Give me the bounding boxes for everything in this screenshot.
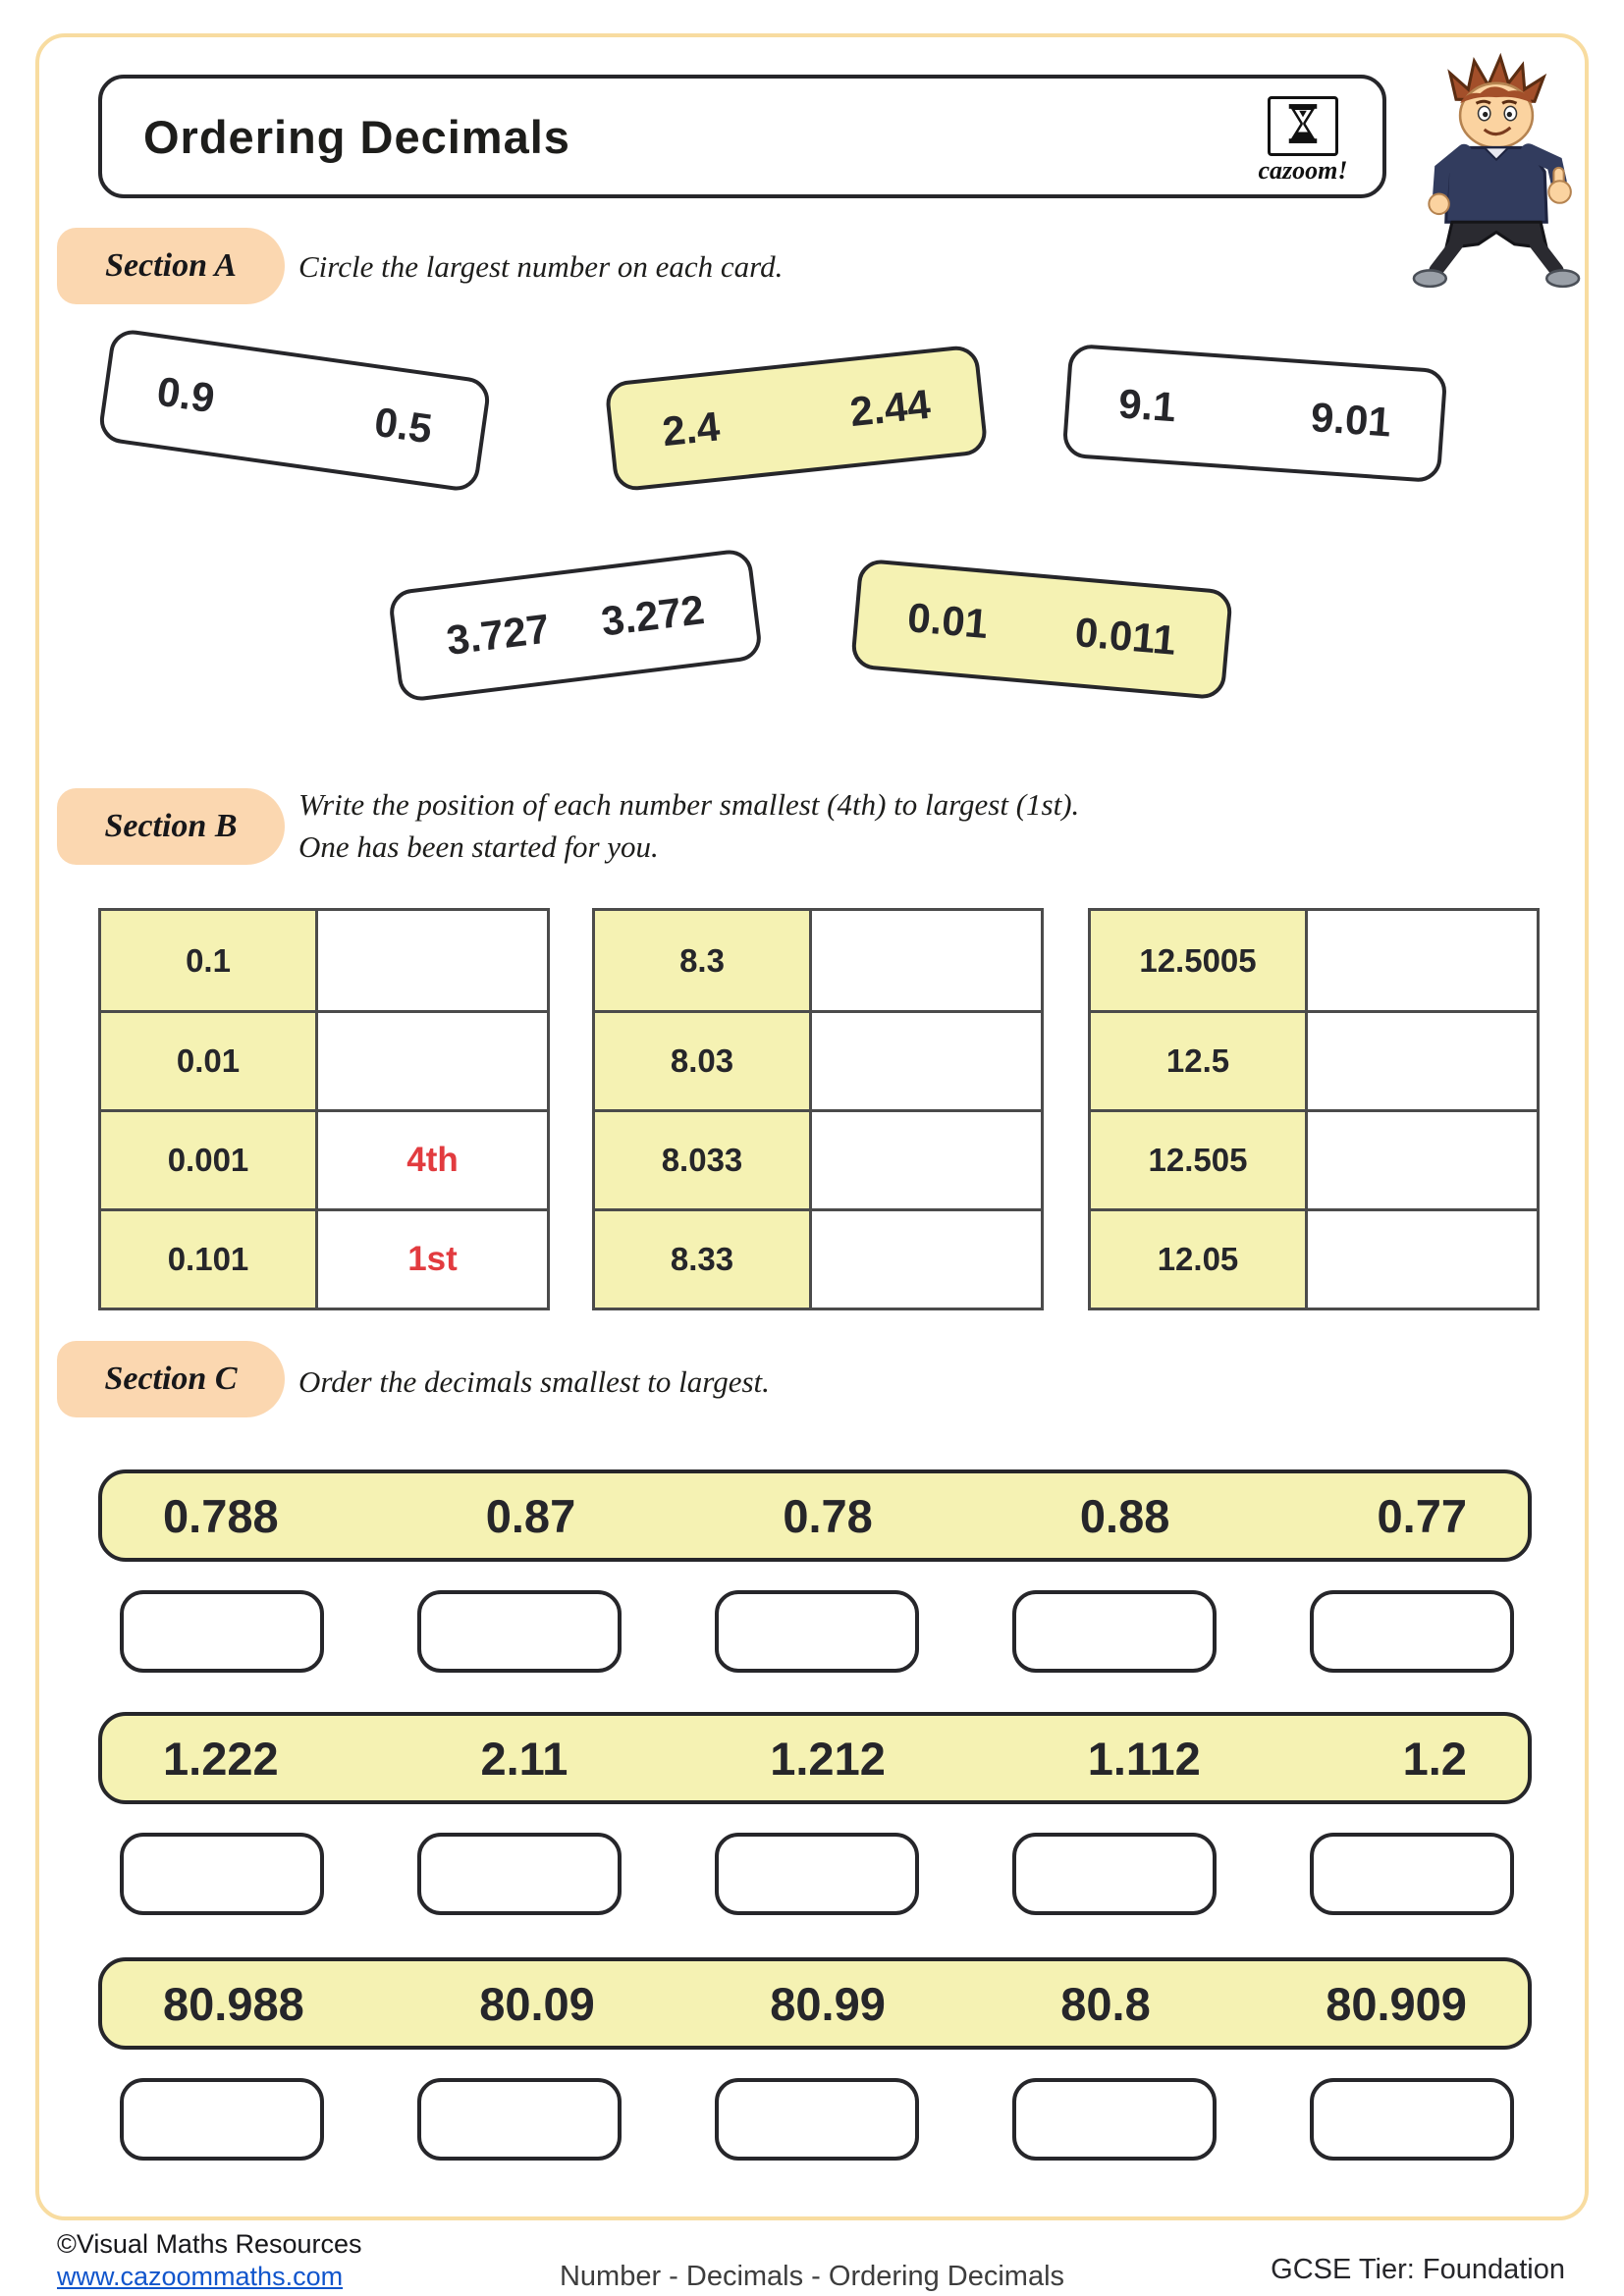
table-row: [1091, 1109, 1537, 1208]
section-b-instruction: [298, 783, 1079, 868]
strip-number: 0.88: [1079, 1489, 1170, 1542]
section-b-label-text: Section B: [104, 808, 238, 844]
table-row: [1091, 911, 1537, 1010]
instruction-line-1: Write the position of each number smallest (4th) to largest (1st).: [298, 787, 1080, 822]
table-answer-cell[interactable]: [1305, 1109, 1537, 1208]
answer-box[interactable]: [120, 2078, 324, 2161]
strip-number: 80.8: [1060, 1977, 1151, 2030]
card-number[interactable]: 0.01: [905, 594, 991, 648]
section-c-label: [57, 1341, 285, 1417]
table-row: [1091, 1010, 1537, 1109]
table-row: [595, 1109, 1041, 1208]
card-number[interactable]: 0.011: [1073, 609, 1178, 664]
table-row: [1091, 1208, 1537, 1308]
table-answer-cell[interactable]: [1305, 1010, 1537, 1109]
answer-box-row-2: [120, 1833, 1514, 1915]
logo-wordmark: cazoom!: [1258, 155, 1348, 185]
section-a-label: [57, 228, 285, 304]
table-row: [101, 911, 547, 1010]
footer-tier: GCSE Tier: Foundation: [1271, 2254, 1565, 2285]
card-number[interactable]: 9.01: [1309, 394, 1393, 446]
table-row: [101, 1208, 547, 1308]
section-a-label-text: Section A: [105, 247, 237, 284]
table-number-cell: 8.033: [595, 1109, 809, 1208]
table-answer-cell[interactable]: [1305, 1208, 1537, 1308]
answer-box[interactable]: [1310, 1833, 1514, 1915]
table-number-cell: 8.33: [595, 1208, 809, 1308]
table-number-cell: 12.505: [1091, 1109, 1305, 1208]
answer-box-row-1: [120, 1590, 1514, 1673]
answer-box[interactable]: [1310, 2078, 1514, 2161]
table-number-cell: 0.001: [101, 1109, 315, 1208]
table-number-cell: 12.5: [1091, 1010, 1305, 1109]
answer-box[interactable]: [417, 1590, 622, 1673]
table-answer-cell[interactable]: [809, 1208, 1041, 1308]
answer-box[interactable]: [417, 2078, 622, 2161]
ordering-table-3: [1088, 908, 1540, 1310]
cazoom-logo: [1239, 86, 1367, 194]
table-answer-cell[interactable]: 4th: [315, 1109, 547, 1208]
table-answer-cell[interactable]: 1st: [315, 1208, 547, 1308]
strip-number: 0.87: [485, 1489, 576, 1542]
table-row: [101, 1109, 547, 1208]
table-answer-cell[interactable]: [315, 911, 547, 1010]
table-number-cell: 8.03: [595, 1010, 809, 1109]
strip-number: 2.11: [480, 1732, 568, 1785]
footer-topic: Number - Decimals - Ordering Decimals: [559, 2261, 1065, 2292]
table-number-cell: 12.05: [1091, 1208, 1305, 1308]
strip-number: 1.222: [163, 1732, 279, 1785]
table-number-cell: 0.1: [101, 911, 315, 1010]
answer-box-row-3: [120, 2078, 1514, 2161]
card-number[interactable]: 2.4: [660, 402, 723, 455]
table-answer-cell[interactable]: [315, 1010, 547, 1109]
decimal-strip-3: [98, 1957, 1532, 2050]
answer-box[interactable]: [1310, 1590, 1514, 1673]
mascot-illustration: [1392, 51, 1600, 293]
decimal-strip-2: [98, 1712, 1532, 1804]
instruction-line-2: One has been started for you.: [298, 829, 659, 864]
section-b-label: [57, 788, 285, 865]
card-number[interactable]: 0.5: [371, 398, 435, 453]
answer-box[interactable]: [715, 1590, 919, 1673]
answer-box[interactable]: [715, 2078, 919, 2161]
table-row: [595, 1208, 1041, 1308]
answer-box[interactable]: [715, 1833, 919, 1915]
strip-number: 80.909: [1326, 1977, 1467, 2030]
copyright-text: ©Visual Maths Resources: [57, 2229, 362, 2259]
table-number-cell: 8.3: [595, 911, 809, 1010]
hourglass-icon: [1268, 96, 1338, 156]
answer-box[interactable]: [1012, 2078, 1217, 2161]
section-c-instruction: Order the decimals smallest to largest.: [298, 1364, 770, 1399]
ordering-table-1: [98, 908, 550, 1310]
card-number[interactable]: 3.272: [598, 586, 707, 645]
strip-number: 0.77: [1377, 1489, 1467, 1542]
table-row: [595, 1010, 1041, 1109]
decimal-strip-1: [98, 1469, 1532, 1562]
table-number-cell: 0.01: [101, 1010, 315, 1109]
card-number[interactable]: 9.1: [1116, 380, 1178, 431]
table-row: [101, 1010, 547, 1109]
strip-number: 0.788: [163, 1489, 279, 1542]
table-answer-cell[interactable]: [1305, 911, 1537, 1010]
answer-box[interactable]: [120, 1833, 324, 1915]
table-number-cell: 12.5005: [1091, 911, 1305, 1010]
strip-number: 0.78: [783, 1489, 873, 1542]
answer-box[interactable]: [120, 1590, 324, 1673]
strip-number: 1.212: [770, 1732, 886, 1785]
table-answer-cell[interactable]: [809, 1010, 1041, 1109]
ordering-table-2: [592, 908, 1044, 1310]
card-number[interactable]: 2.44: [847, 380, 933, 436]
strip-number: 80.09: [479, 1977, 595, 2030]
answer-box[interactable]: [1012, 1590, 1217, 1673]
strip-number: 1.2: [1402, 1732, 1467, 1785]
page-title: Ordering Decimals: [143, 110, 570, 163]
table-row: [595, 911, 1041, 1010]
section-c-label-text: Section C: [104, 1361, 238, 1397]
table-number-cell: 0.101: [101, 1208, 315, 1308]
title-box: [98, 75, 1386, 198]
website-link[interactable]: www.cazoommaths.com: [57, 2262, 344, 2291]
table-answer-cell[interactable]: [809, 1109, 1041, 1208]
strip-number: 80.988: [163, 1977, 304, 2030]
card-number[interactable]: 0.9: [154, 367, 218, 422]
section-a-instruction: Circle the largest number on each card.: [298, 249, 784, 284]
strip-number: 1.112: [1087, 1732, 1201, 1785]
card-number[interactable]: 3.727: [444, 605, 553, 664]
answer-box[interactable]: [417, 1833, 622, 1915]
table-answer-cell[interactable]: [809, 911, 1041, 1010]
answer-box[interactable]: [1012, 1833, 1217, 1915]
strip-number: 80.99: [770, 1977, 886, 2030]
